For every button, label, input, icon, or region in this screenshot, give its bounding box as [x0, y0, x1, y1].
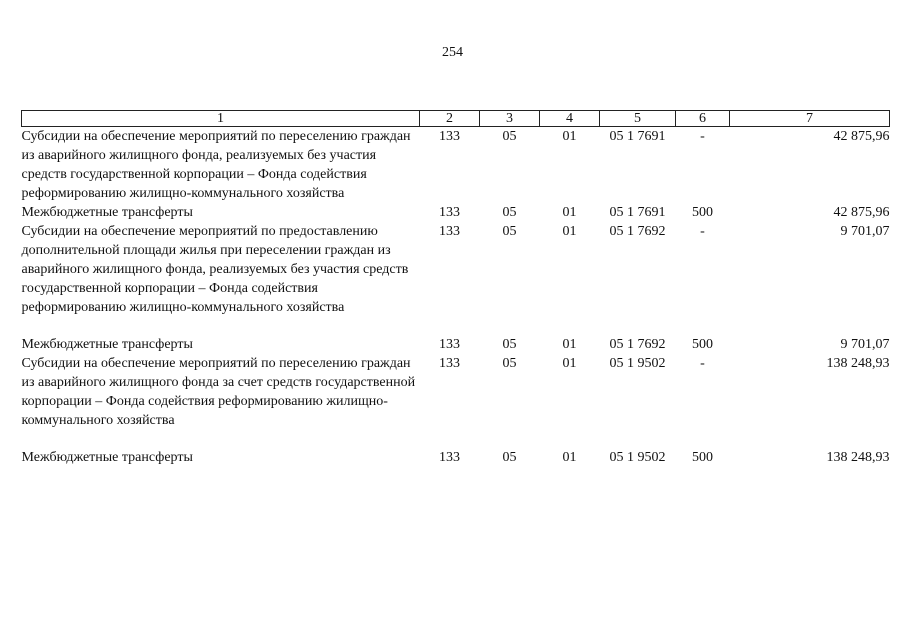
table-row: [22, 203, 890, 222]
header-cell: 4: [540, 111, 600, 127]
header-cell: 7: [730, 111, 890, 127]
table-row: [22, 127, 890, 204]
row-col4: 01: [562, 129, 577, 144]
row-col6: 500: [692, 205, 713, 220]
row-col2: 133: [439, 337, 460, 352]
row-col6: 500: [692, 450, 713, 465]
row-col5: 05 1 9502: [609, 356, 666, 371]
row-col6: -: [700, 129, 705, 144]
row-col2: 133: [439, 129, 460, 144]
row-col3: 05: [502, 356, 517, 371]
header-cell: 5: [600, 111, 676, 127]
header-row: [22, 111, 890, 127]
table-row: [22, 335, 890, 354]
row-col2: 133: [439, 356, 460, 371]
row-col5: 05 1 7691: [609, 129, 666, 144]
row-col5: 05 1 7691: [609, 205, 666, 220]
row-amount: 9 701,07: [840, 337, 890, 352]
row-spacer: [22, 430, 890, 448]
table-row: [22, 354, 890, 430]
row-name: Субсидии на обеспечение мероприятий по переселению граждан из аварийного жилищного фонда за счет средств государственной корпорации – Фонда содействия реформированию жилищно-коммунального хозяйства: [21, 356, 416, 428]
row-spacer: [22, 317, 890, 335]
header-cell: 3: [480, 111, 540, 127]
row-col6: 500: [692, 337, 713, 352]
row-amount: 42 875,96: [833, 129, 890, 144]
row-col6: -: [700, 356, 705, 371]
row-col3: 05: [502, 337, 517, 352]
row-amount: 9 701,07: [840, 224, 890, 239]
row-amount: 138 248,93: [826, 356, 890, 371]
header-cell: 1: [22, 111, 420, 127]
row-amount: 138 248,93: [826, 450, 890, 465]
page-number: 254: [442, 45, 463, 60]
row-name: Межбюджетные трансферты: [21, 450, 193, 465]
row-col2: 133: [439, 224, 460, 239]
row-name: Межбюджетные трансферты: [21, 337, 193, 352]
row-col5: 05 1 7692: [609, 337, 666, 352]
row-col6: -: [700, 224, 705, 239]
row-amount: 42 875,96: [833, 205, 890, 220]
row-col4: 01: [562, 450, 577, 465]
row-col2: 133: [439, 205, 460, 220]
row-col4: 01: [562, 337, 577, 352]
header-cell: 2: [420, 111, 480, 127]
row-col2: 133: [439, 450, 460, 465]
row-name: Субсидии на обеспечение мероприятий по переселению граждан из аварийного жилищного фонда, реализуемых без участия средств государственной корпорации – Фонда содействия реформированию жилищно-коммунального хозяйства: [21, 129, 411, 201]
budget-table: [21, 110, 890, 467]
row-col5: 05 1 9502: [609, 450, 666, 465]
row-col3: 05: [502, 224, 517, 239]
row-col4: 01: [562, 224, 577, 239]
row-col4: 01: [562, 356, 577, 371]
row-col3: 05: [502, 450, 517, 465]
header-cell: 6: [676, 111, 730, 127]
row-col4: 01: [562, 205, 577, 220]
row-col5: 05 1 7692: [609, 224, 666, 239]
table-row: [22, 222, 890, 317]
row-col3: 05: [502, 129, 517, 144]
row-col3: 05: [502, 205, 517, 220]
row-name: Субсидии на обеспечение мероприятий по предоставлению дополнительной площади жилья при переселении граждан из аварийного жилищного фонда, реализуемых без участия средств государственной корпорации – Фонда содействия реформированию жилищно-коммунального хозяйства: [21, 224, 409, 315]
table-row: [22, 448, 890, 467]
row-name: Межбюджетные трансферты: [21, 205, 193, 220]
